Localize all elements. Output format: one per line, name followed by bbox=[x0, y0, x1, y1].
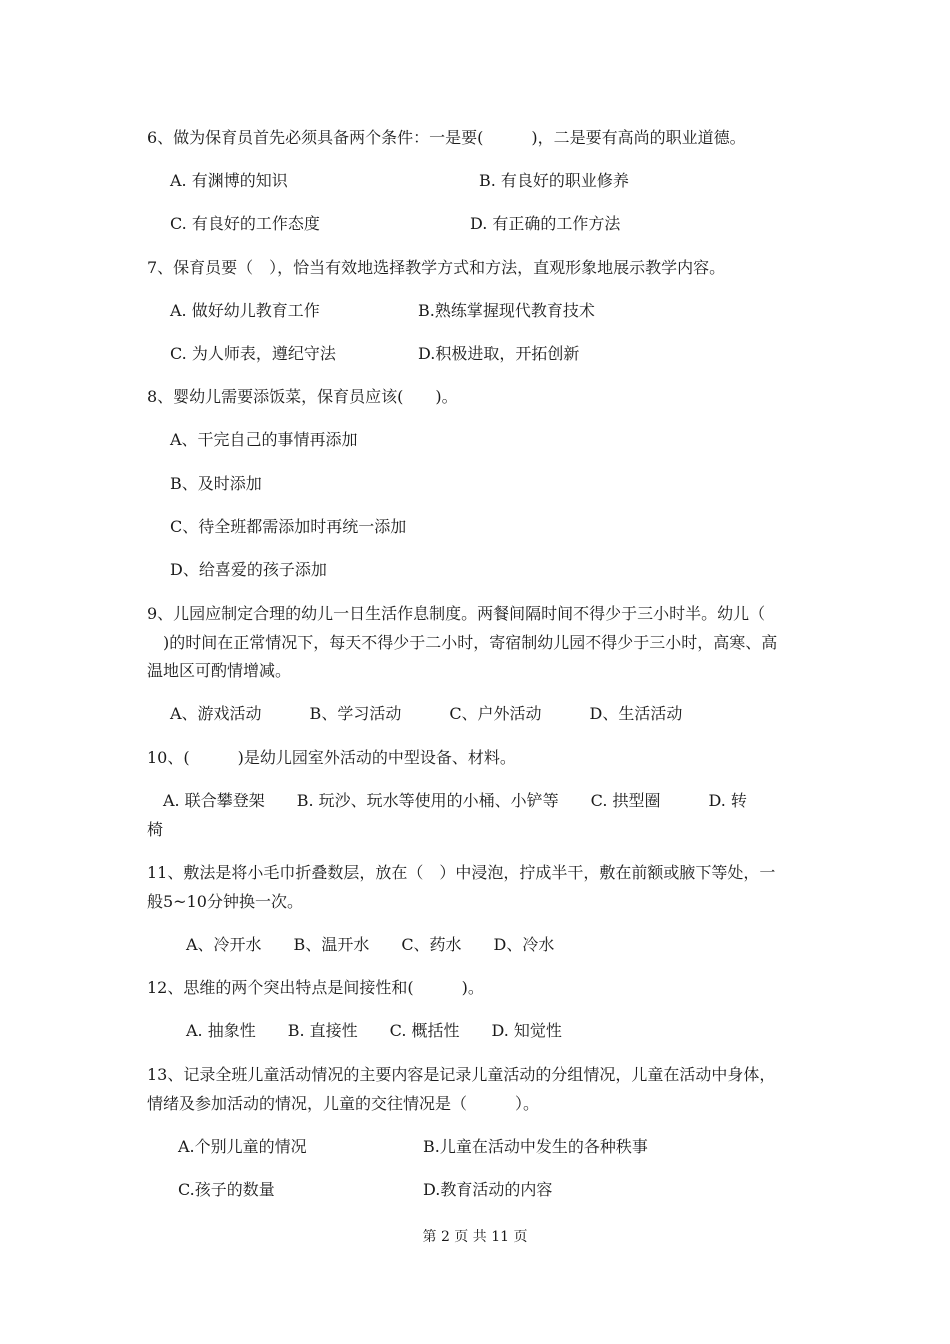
question-6-option-a: A. 有渊博的知识 bbox=[170, 171, 288, 190]
question-10-stem: 10、( )是幼儿园室外活动的中型设备、材料。 bbox=[147, 748, 516, 767]
question-6-option-c: C. 有良好的工作态度 bbox=[170, 214, 320, 233]
question-11-stem-line-1: 11、敷法是将小毛巾折叠数层，放在（ ）中浸泡，拧成半干，敷在前额或腋下等处，一 bbox=[147, 863, 776, 882]
question-6-option-b: B. 有良好的职业修养 bbox=[479, 171, 629, 190]
question-7-option-d: D.积极进取，开拓创新 bbox=[418, 344, 580, 363]
question-7-option-a: A. 做好幼儿教育工作 bbox=[170, 301, 320, 320]
question-13-stem-line-1: 13、记录全班儿童活动情况的主要内容是记录儿童活动的分组情况，儿童在活动中身体， bbox=[147, 1065, 776, 1084]
question-8-option-d: D、给喜爱的孩子添加 bbox=[170, 560, 327, 579]
question-11-options: A、冷开水 B、温开水 C、药水 D、冷水 bbox=[170, 935, 555, 954]
question-9-stem-line-3: 温地区可酌情增减。 bbox=[147, 661, 292, 680]
page-number: 第 2 页 共 11 页 bbox=[422, 1229, 528, 1245]
question-9-stem-line-1: 9、儿园应制定合理的幼儿一日生活作息制度。两餐间隔时间不得少于三小时半。幼儿（ bbox=[147, 604, 766, 623]
question-12-stem: 12、思维的两个突出特点是间接性和( )。 bbox=[147, 978, 484, 997]
question-10-options-line-1: A. 联合攀登架 B. 玩沙、玩水等使用的小桶、小铲等 C. 拱型圈 D. 转 bbox=[147, 791, 747, 810]
question-8-option-b: B、及时添加 bbox=[170, 474, 262, 493]
question-8-option-a: A、干完自己的事情再添加 bbox=[170, 430, 358, 449]
question-9-options: A、游戏活动 B、学习活动 C、户外活动 D、生活活动 bbox=[170, 704, 683, 723]
question-6-option-d: D. 有正确的工作方法 bbox=[470, 214, 621, 233]
question-7-stem: 7、保育员要（ ），恰当有效地选择教学方式和方法，直观形象地展示教学内容。 bbox=[147, 258, 726, 277]
question-13-option-c: C.孩子的数量 bbox=[178, 1180, 275, 1199]
question-6-stem: 6、做为保育员首先必须具备两个条件：一是要( )，二是要有高尚的职业道德。 bbox=[147, 128, 746, 147]
question-12-options: A. 抽象性 B. 直接性 C. 概括性 D. 知觉性 bbox=[170, 1021, 562, 1040]
question-13-option-d: D.教育活动的内容 bbox=[423, 1180, 553, 1199]
question-13-option-b: B.儿童在活动中发生的各种秩事 bbox=[423, 1137, 648, 1156]
question-7-option-b: B.熟练掌握现代教育技术 bbox=[418, 301, 595, 320]
question-8-option-c: C、待全班都需添加时再统一添加 bbox=[170, 517, 407, 536]
question-13-stem-line-2: 情绪及参加活动的情况，儿童的交往情况是（ ）。 bbox=[147, 1094, 540, 1113]
question-7-option-c: C. 为人师表，遵纪守法 bbox=[170, 344, 336, 363]
question-11-stem-line-2: 般5~10分钟换一次。 bbox=[147, 892, 303, 911]
question-10-options-line-2: 椅 bbox=[147, 820, 164, 839]
question-13-option-a: A.个别儿童的情况 bbox=[178, 1137, 307, 1156]
question-8-stem: 8、婴幼儿需要添饭菜，保育员应该( )。 bbox=[147, 387, 458, 406]
question-9-stem-line-2: )的时间在正常情况下，每天不得少于二小时，寄宿制幼儿园不得少于三小时，高寒、高 bbox=[147, 633, 778, 652]
